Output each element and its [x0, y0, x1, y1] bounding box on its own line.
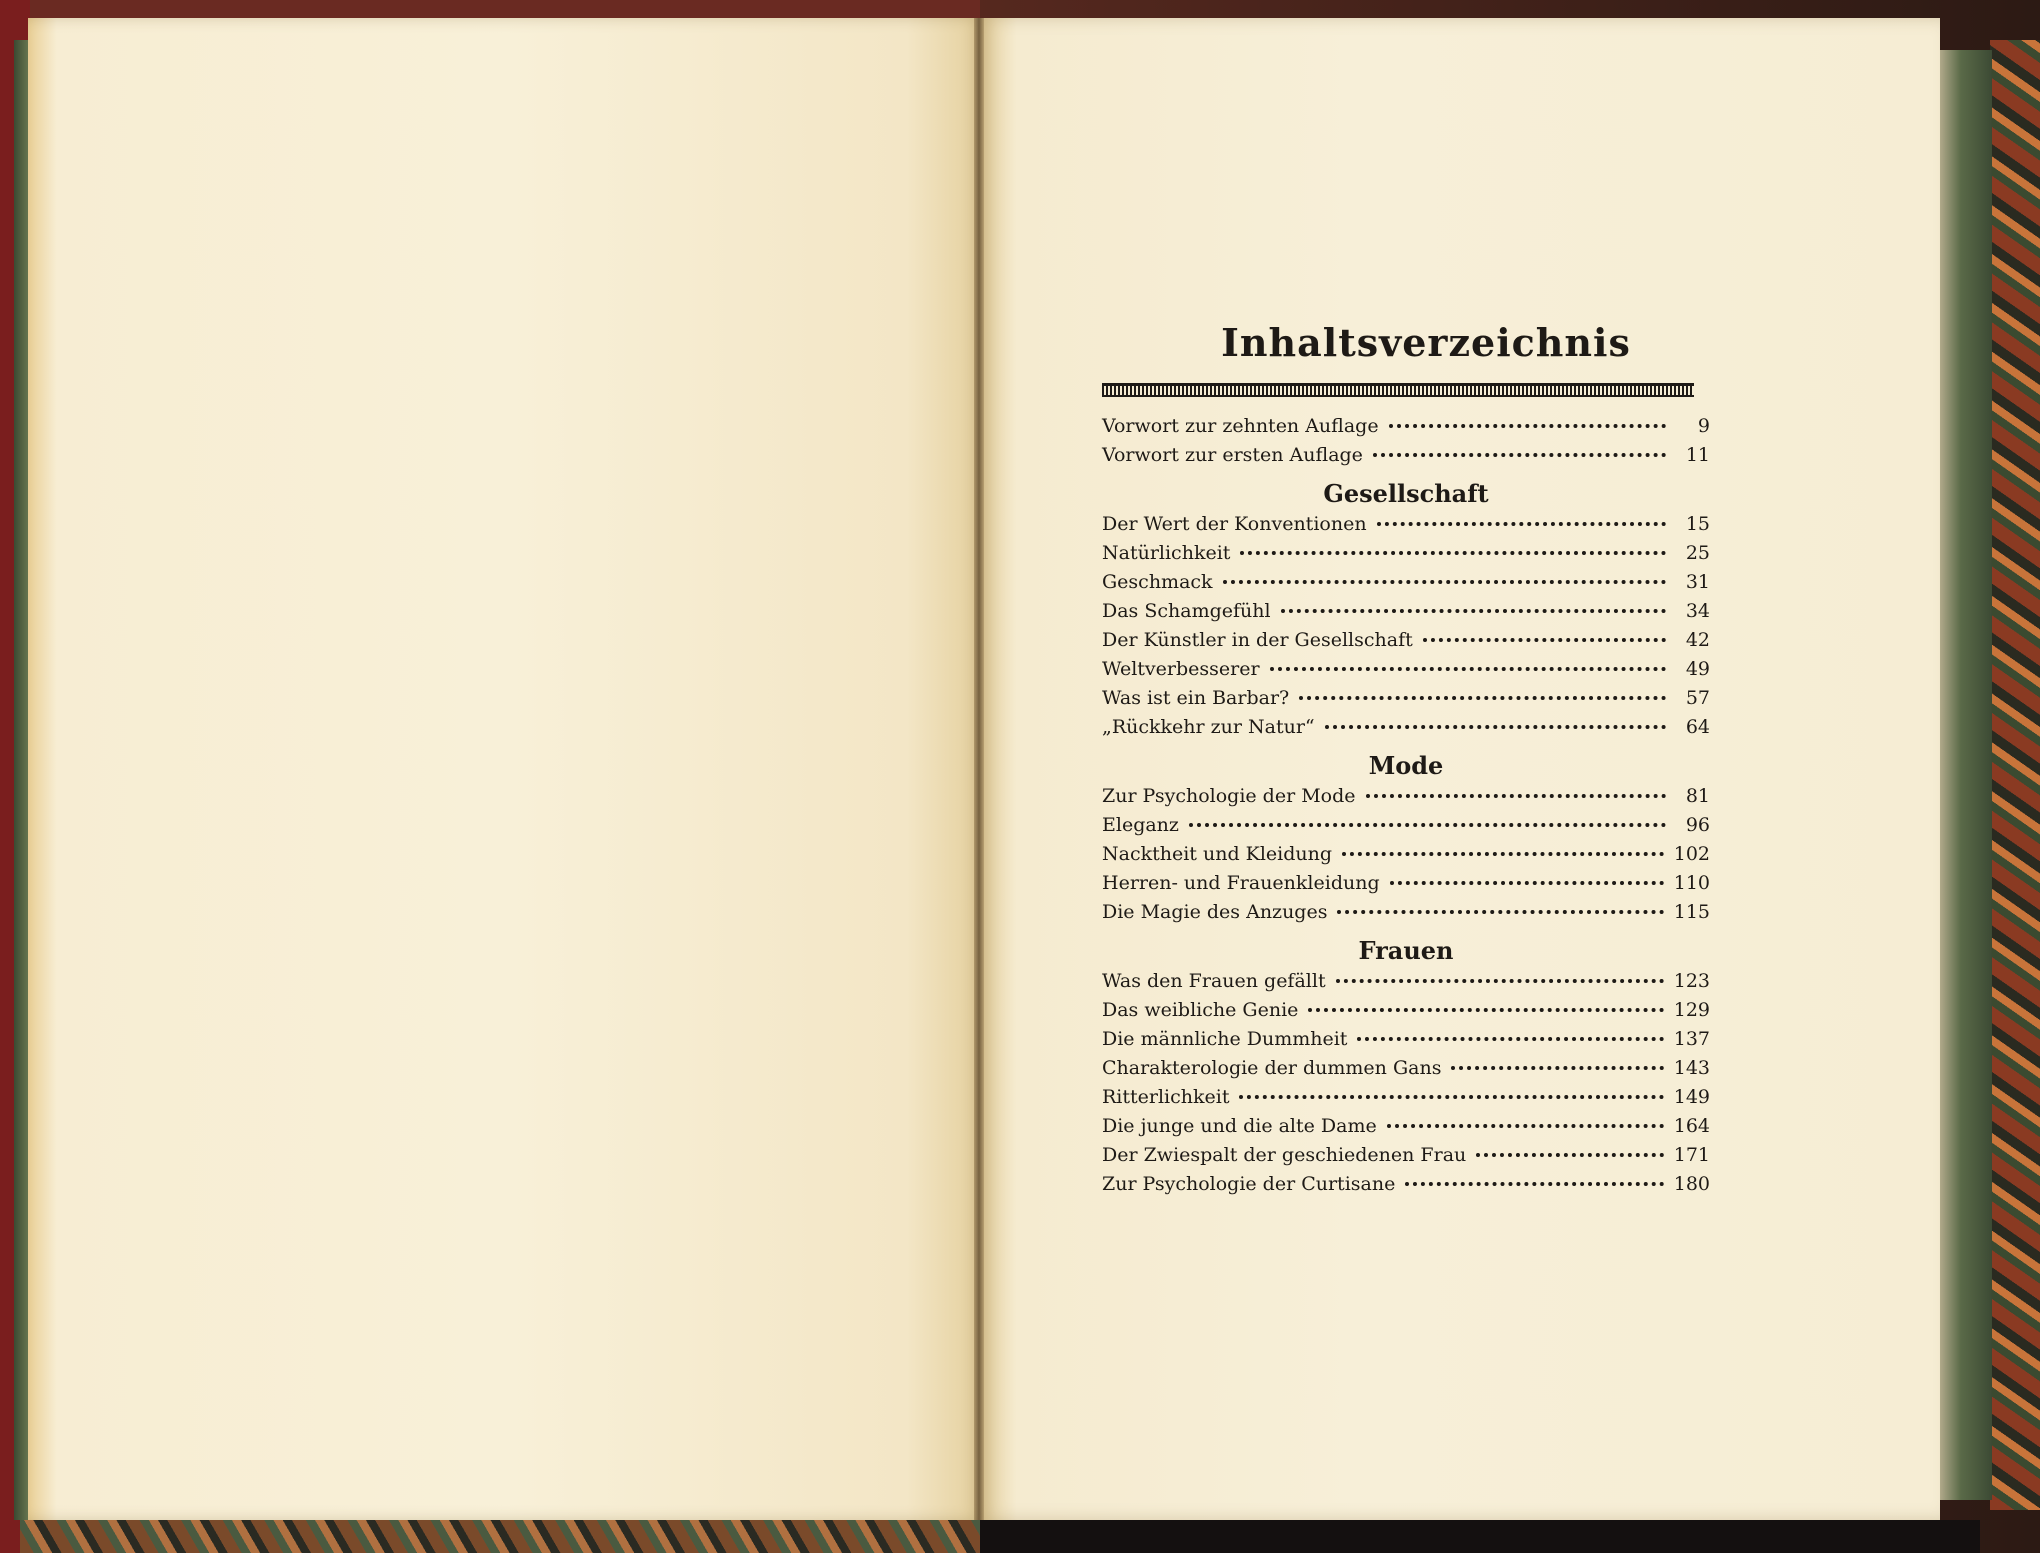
toc-entry — [1102, 629, 1710, 658]
toc-entry-page: 102 — [1673, 843, 1710, 865]
toc-entry — [1102, 444, 1710, 473]
toc-entry-label: Zur Psychologie der Mode — [1102, 785, 1356, 807]
toc-entry-page: 15 — [1685, 513, 1710, 535]
toc-entry-page: 9 — [1697, 415, 1710, 437]
toc-entry-label: Die junge und die alte Dame — [1102, 1115, 1377, 1137]
cover-edge-top — [30, 0, 980, 18]
leader-dots — [1223, 579, 1666, 584]
section-heading: Mode — [1368, 751, 1444, 780]
toc-entry-label: Natürlichkeit — [1102, 542, 1231, 564]
table-of-contents — [1102, 320, 1710, 1202]
toc-entry-label: Herren- und Frauenkleidung — [1102, 872, 1380, 894]
leader-dots — [1325, 724, 1666, 729]
toc-entry-label: Vorwort zur zehnten Auflage — [1102, 415, 1379, 437]
toc-entry-label: Der Wert der Konventionen — [1102, 513, 1367, 535]
section-heading: Gesellschaft — [1323, 479, 1489, 508]
leader-dots — [1342, 851, 1664, 856]
leader-dots — [1390, 880, 1664, 885]
leader-dots — [1270, 666, 1666, 671]
toc-entry-page: 115 — [1673, 901, 1710, 923]
toc-entry-label: Eleganz — [1102, 814, 1179, 836]
cover-edge-bottom — [980, 1520, 1980, 1553]
toc-entry — [1102, 415, 1710, 444]
section-heading: Frauen — [1358, 936, 1454, 965]
toc-entry — [1102, 843, 1710, 872]
toc-entry — [1102, 970, 1710, 999]
toc-entry-page: 96 — [1685, 814, 1710, 836]
leader-dots — [1377, 521, 1666, 526]
toc-entry-page: 42 — [1685, 629, 1710, 651]
toc-entry-label: Ritterlichkeit — [1102, 1086, 1230, 1108]
toc-entry-label: Was ist ein Barbar? — [1102, 687, 1290, 709]
toc-entry-page: 149 — [1673, 1086, 1710, 1108]
toc-entry-page: 110 — [1673, 872, 1710, 894]
toc-entry — [1102, 542, 1710, 571]
leader-dots — [1240, 550, 1666, 555]
leader-dots — [1387, 1123, 1664, 1128]
leader-dots — [1308, 1007, 1663, 1012]
toc-entry-page: 171 — [1673, 1144, 1710, 1166]
toc-entry-page: 81 — [1685, 785, 1710, 807]
left-page-blank — [28, 18, 983, 1520]
toc-entry-page: 129 — [1673, 999, 1710, 1021]
toc-entry — [1102, 1086, 1710, 1115]
toc-entry — [1102, 687, 1710, 716]
toc-entry — [1102, 513, 1710, 542]
toc-entry — [1102, 571, 1710, 600]
toc-entry-label: Geschmack — [1102, 571, 1213, 593]
title-rule — [1102, 383, 1694, 397]
leader-dots — [1366, 793, 1666, 798]
toc-entry-page: 11 — [1685, 444, 1710, 466]
toc-entry — [1102, 1173, 1710, 1202]
toc-entry-page: 34 — [1685, 600, 1710, 622]
leader-dots — [1281, 608, 1666, 613]
toc-entry-label: Was den Frauen gefällt — [1102, 970, 1326, 992]
leader-dots — [1389, 423, 1666, 428]
toc-entry-label: Das weibliche Genie — [1102, 999, 1299, 1021]
toc-entry — [1102, 716, 1710, 745]
toc-entry — [1102, 658, 1710, 687]
toc-entry-label: Die männliche Dummheit — [1102, 1028, 1348, 1050]
toc-entry — [1102, 785, 1710, 814]
marbled-cover-right — [1990, 40, 2040, 1510]
toc-entry-label: Der Zwiespalt der geschiedenen Frau — [1102, 1144, 1467, 1166]
toc-entry-page: 164 — [1673, 1115, 1710, 1137]
leader-dots — [1337, 909, 1663, 914]
leader-dots — [1423, 637, 1666, 642]
toc-entry — [1102, 901, 1710, 930]
toc-entry-label: Das Schamgefühl — [1102, 600, 1271, 622]
toc-entry-page: 180 — [1673, 1173, 1710, 1195]
leader-dots — [1239, 1094, 1663, 1099]
leader-dots — [1357, 1036, 1663, 1041]
toc-entry — [1102, 814, 1710, 843]
toc-entry-page: 57 — [1685, 687, 1710, 709]
toc-entry — [1102, 999, 1710, 1028]
leader-dots — [1336, 978, 1664, 983]
leader-dots — [1476, 1152, 1663, 1157]
toc-entry — [1102, 600, 1710, 629]
toc-entry-label: Zur Psychologie der Curtisane — [1102, 1173, 1396, 1195]
leader-dots — [1405, 1181, 1663, 1186]
book-gutter — [974, 18, 984, 1520]
toc-entry-label: Weltverbesserer — [1102, 658, 1260, 680]
toc-entry — [1102, 1115, 1710, 1144]
toc-entry-page: 31 — [1685, 571, 1710, 593]
leader-dots — [1299, 695, 1666, 700]
toc-entry-label: Charakterologie der dummen Gans — [1102, 1057, 1442, 1079]
toc-entry — [1102, 1144, 1710, 1173]
toc-entry-page: 137 — [1673, 1028, 1710, 1050]
toc-entry-label: „Rückkehr zur Natur“ — [1102, 716, 1315, 738]
toc-title: Inhaltsverzeichnis — [1221, 320, 1631, 365]
toc-entry-label: Nacktheit und Kleidung — [1102, 843, 1333, 865]
toc-entry-page: 25 — [1685, 542, 1710, 564]
toc-entry-page: 49 — [1685, 658, 1710, 680]
toc-entry-label: Vorwort zur ersten Auflage — [1102, 444, 1363, 466]
leader-dots — [1451, 1065, 1663, 1070]
toc-entry-page: 143 — [1673, 1057, 1710, 1079]
toc-entry — [1102, 1028, 1710, 1057]
toc-entry — [1102, 872, 1710, 901]
leader-dots — [1373, 452, 1666, 457]
page-block-right-edge — [1940, 50, 1992, 1500]
toc-entry-label: Die Magie des Anzuges — [1102, 901, 1328, 923]
leader-dots — [1189, 822, 1666, 827]
toc-entry-label: Der Künstler in der Gesellschaft — [1102, 629, 1413, 651]
toc-entry-page: 64 — [1685, 716, 1710, 738]
toc-entry-page: 123 — [1673, 970, 1710, 992]
toc-entry — [1102, 1057, 1710, 1086]
